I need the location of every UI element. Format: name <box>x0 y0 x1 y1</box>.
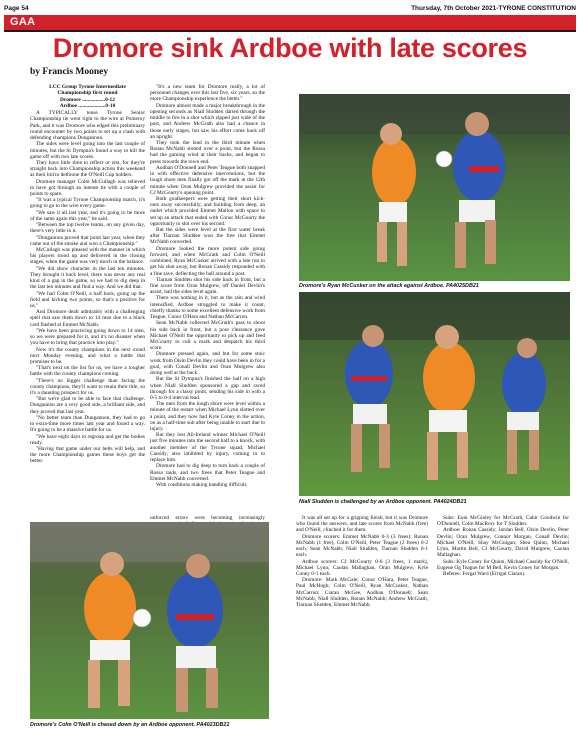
paragraph: Dromore almost made a major breakthrough in the opening seconds as Niall Sludden darted through the middle to fire in a shot which zipped just wide of the post, and Andrew McGrath also had a chance in those early stages, but saw his effort come back off an upright. <box>150 102 265 140</box>
section-banner <box>4 15 576 30</box>
paragraph: Both goalkeepers were getting their short kick-outs away successfully, and building from deep, an outlet which provided Emmet Mallon with space to set up an attack that ended with Conor McGourty the opportunity to slot over his second. <box>150 195 265 227</box>
photo-caption-3: Dromore's Colm O'Neill is chased down by an Ardboe opponent. PA4023DB21 <box>30 722 230 728</box>
competition-line-2: Championship first round <box>57 90 118 97</box>
paragraph: But the sides were level at the first water break after Tiarnan Sludden won the free that Emmet McNabb converted. <box>150 227 265 246</box>
paragraph: A TYPICALLY tense Tyrone Senior Championship tie went right to the wire at Pomeroy Park, and it was Dromore who edged this preliminary round encounter by two points to set up a clash with defending champions Dungannon. <box>30 110 145 142</box>
paragraph: "That's next on the list for us, we have a tougher battle with the county champions coming. <box>30 365 145 378</box>
paragraph: Now it's the county champions in the next round next Monday evening, and what a battle that promises to be. <box>30 346 145 365</box>
paragraph: But they lost All-Ireland winner Michael O'Neill just five minutes into the second half to a knock, with another member of the Tyrone squad, Michael Cassidy, also inhibited by injury, coming in to replace him. <box>150 432 265 464</box>
paragraph: It was all set up for a gripping finish, but it was Dromore who found the answers, and late scores from McNabb (free) and O'Neill, clinched it for them. <box>296 515 428 534</box>
competition-line-1: LCC Group Tyrone Intermediate <box>49 84 126 90</box>
photo-oneill-chased <box>30 522 269 719</box>
paragraph: "But we're glad to be able to face that challenge. Dungannon are a very good side, a brilliant side, and they proved that last year. <box>30 396 145 415</box>
result-line-team2: Ardboe ....................0-10 <box>59 102 116 109</box>
photo-mccusker-attack <box>299 94 570 281</box>
paragraph: unforced errors were becoming increasingly <box>150 515 265 521</box>
paragraph: "There's no bigger challenge than facing the county champions, they'll want to retain their title, so it's a daunting prospect for us. <box>30 377 145 397</box>
section-divider <box>4 30 576 32</box>
paragraph: Dromore looked the more potent side going forward, and when McGrath and Colm O'Neill combined, Ryan McCusker arrived with a late run to get his shot away, but Ronan Cassidy responded with a fine save, deflecting the ball around a post. <box>150 245 265 277</box>
paragraph: Dromore scorers: Emmet McNabb 0-3 (3 frees); Ronan McNabb (1 free), Colm O'Neill, Peter Teague (2 frees) 0-2 each, Sean McNabb, Niall Sludden, Tiarnan Sludden 0-1 each. <box>296 533 428 559</box>
paragraph: "Having that game under our belts will help, and the more Championship games these boys get the better. <box>30 446 145 465</box>
paragraph: Dromore pressed again, and but for some stoic work from Oisin Devlin they could have been in for a goal, with Conall Devlin and Oran Mulgrew also doing well at the back. <box>150 351 265 377</box>
section-label: GAA <box>10 16 36 28</box>
photo-caption-1: Dromore's Ryan McCusker on the attack against Ardboe. PA4025DB21 <box>299 283 479 289</box>
paragraph: They have little time to reflect or rest, for they're straight back into Championship action this weekend as their bid to dethrone the O'Neill Cup holders. <box>30 159 145 179</box>
paragraph: Dromore manager Colm McCullagh was relieved to have got through an intense tie with a couple of points to spare. <box>30 178 145 198</box>
team1-score: 0-12 <box>105 96 115 103</box>
paragraph: Subs: Kyle Coney for Quinn, Michael Cassidy for O'Neill, Eugene Og Teague for M Bell, Kevin Coney for Morgan. <box>437 558 569 571</box>
paragraph: "Between the top twelve teams, on any given day, there's very little in it. <box>30 222 145 235</box>
article-column-4 <box>437 515 569 577</box>
team1-name: Dromore <box>60 96 81 103</box>
paragraph: "No better team than Dungannon, they had to go to extra-time more times last year and found a way. It's going to be a massive battle for us. <box>30 414 145 434</box>
paragraph: There was nothing in it, but as the rain and wind intensified, Ardboe struggled to make it count, chiefly thanks to some excellent defensive work from Teague, Conor O'Hara and Nathan McCarron. <box>150 295 265 321</box>
column-1-body <box>30 110 145 464</box>
paragraph: "We have been practicing going down to 14 men, so we were prepared for it, and it's no disaster when you have to bring that practice into play." <box>30 327 145 347</box>
paragraph: "We had Colm O'Neill, a half back, going up the field and kicking two points, so that's a positive for us." <box>30 290 145 309</box>
paragraph: Subs: Eoin McGinley for McGrath, Cahir Goodwin for O'Donnell, Colm MacRory for T Sludden. <box>437 515 569 528</box>
paragraph: And Dromore dealt admirably with a challenging spell that saw them down to 14 men due to a black card flashed at Emmet McNabb. <box>30 309 145 328</box>
page-number: Page 54 <box>4 5 29 12</box>
column-2-body <box>150 84 265 488</box>
paragraph: Referee: Fergal Ward (Errigal Ciaran). <box>443 570 526 577</box>
paragraph: "It's a new team for Dromore really, a lot of personnel changes over this last five, six years, so the more Championship experience the better." <box>150 84 265 103</box>
paragraph: Sean McNabb collected McGrath's pass to shoot his side back in front, but a poor clearance gave Michael O'Neill the opportunity to pick up and feed McGourty to cull a mark and despatch his third score. <box>150 320 265 352</box>
paragraph: Ardboe: Ronan Cassidy; Jordan Bell, Oisin Devlin, Peter Devlin; Oran Mulgrew, Connor Morgan, Conall Devlin; Michael O'Neill, Shay McGuigan; Shea Quinn, Michael Lynn, Martin Bell, CJ McGourty, David Mulgrew, Caolan Mallaghan. <box>437 527 569 559</box>
paragraph: Tiarnan Sludden shot his side back in front, but a fine score from Oran Mulgrew, off Daniel Devlin's assist, had the sides level again. <box>150 276 265 296</box>
page-header <box>4 3 576 15</box>
article-byline: by Francis Mooney <box>30 67 109 77</box>
column-4-body <box>437 515 569 577</box>
paragraph: The men from the lough shore were level within a minute of the restart when Michael Lynn slotted over a point, and they now had Kyle Coney in the action, on as a half-time sub after being unable to start due to injury. <box>150 401 266 433</box>
result-box <box>30 84 145 109</box>
team2-score: 0-10 <box>105 102 116 109</box>
paragraph: "We saw it all last year, and it's going to be more of the same again this year," he said. <box>30 209 145 222</box>
paragraph: "We have eight days to regroup and get the bodies ready. <box>30 433 145 446</box>
paragraph: Dromore: Mark McGale; Conor O'Hara, Peter Teague, Paul McHugh; Colm O'Neill, Ryan McCusker, Nathan McCarron; Ciaran McGee, Aodhan O'Donnell; Sean McNabb, Niall Sludden, Ronan McNabb; Andrew McGrath, Tiarnan Sludden, Emmet McNabb. <box>296 577 428 609</box>
paragraph: But the St Dympna's finished the half on a high when Niall Sludden sponsored a gap and raced through for a classy point, sending his side in with a 0-5 to 0-4 interval lead. <box>150 376 265 401</box>
paragraph: "We did show character in the last ten minutes. They brought it back level, there was never any real kind of a gap in the game, so we had to dig deep in the last ten minutes and find a way. And we did that. <box>30 265 145 291</box>
paragraph: Aodhan O'Donnell and Peter Teague both snapped in with effective defensive interventions, but the lough shore men finally got off the mark in the 12th minute when Oran Mulgrew provided the assist for CJ McGourty's opening point. <box>150 164 265 196</box>
paragraph: They took the lead in the third minute when Ronan McNabb slotted over a point, but the Rossa had the gaming wind at their backs, and began to press towards the town end. <box>150 139 265 165</box>
column-3-body <box>296 515 428 608</box>
paragraph: "It was a typical Tyrone Championship match, it's going to go to the wire every game. <box>30 197 145 210</box>
paragraph: Dromore had to dig deep to turn back a couple of Rossa raids, and two frees that Peter Teague and Emmet McNabb converted. <box>150 463 265 482</box>
paragraph: McCullagh was pleased with the manner in which his players stood up and delivered in the closing stages, when the game was very much in the balance. <box>30 247 145 266</box>
article-headline: Dromore sink Ardboe with late scores <box>52 33 528 63</box>
paragraph: The sides were level going into the last couple of minutes, but the St Dympna's found a way to kill the game off with two late scores. <box>30 141 145 160</box>
team2-name: Ardboe <box>59 102 78 109</box>
article-column-3 <box>296 515 428 608</box>
paragraph: "Dungannon proved that point last year, when they came out of the smoke and won a Championship." <box>30 234 145 247</box>
photo-sludden-challenged <box>299 292 570 496</box>
result-line-team1: Dromore .................0-12 <box>60 96 115 103</box>
photo-caption-2: Niall Sludden is challenged by an Ardboe opponent. PA4024DB21 <box>299 499 467 505</box>
publication-date-line: Thursday, 7th October 2021-TYRONE CONSTITUTION <box>411 5 576 12</box>
article-column-1 <box>30 84 145 465</box>
paragraph: With conditions making handling difficult, <box>156 482 248 488</box>
article-column-2 <box>150 84 265 488</box>
paragraph: Ardboe scorers: CJ McGourty 0-6 (3 frees, 1 mark), Michael Lynn, Caolan Mallaghan, Oran Mulgrew, Kyle Coney 0-1 each. <box>296 558 428 577</box>
